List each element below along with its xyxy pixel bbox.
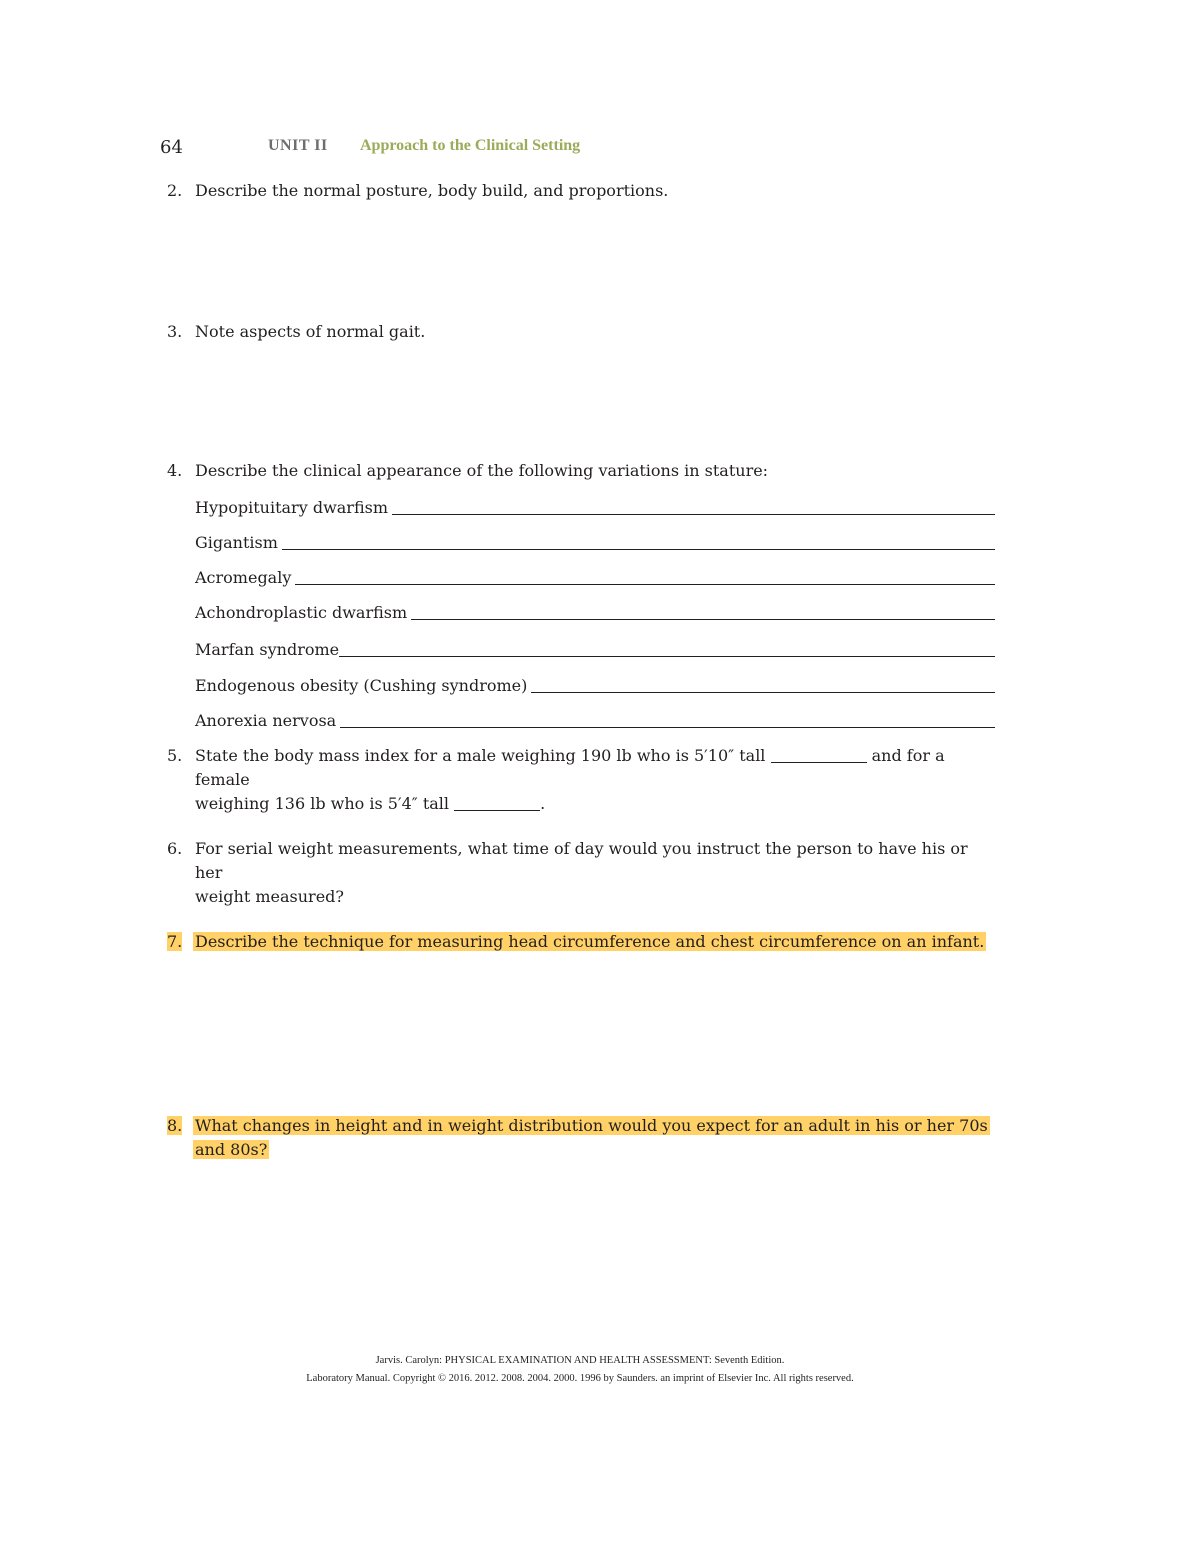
fill-label: Gigantism	[195, 533, 278, 552]
question-4	[167, 459, 997, 483]
question-2	[167, 179, 997, 203]
question-text: and for a female	[195, 746, 945, 789]
unit-title: Approach to the Clinical Setting	[360, 137, 581, 154]
fill-label: Hypopituitary dwarfism	[195, 498, 388, 517]
fill-label: Acromegaly	[195, 568, 292, 587]
question-text: Describe the normal posture, body build, and proportions.	[195, 181, 669, 200]
fill-label: Endogenous obesity (Cushing syndrome)	[195, 676, 528, 695]
page-number: 64	[160, 137, 183, 158]
answer-line[interactable]	[411, 619, 995, 620]
question-7	[167, 930, 997, 954]
question-number: 5.	[167, 746, 183, 765]
question-number: 2.	[167, 181, 183, 200]
question-text: .	[540, 794, 546, 813]
question-number: 7.	[167, 932, 183, 951]
question-number: 6.	[167, 839, 183, 858]
footer-line: Jarvis. Carolyn: PHYSICAL EXAMINATION AND HEALTH ASSESSMENT: Seventh Edition.	[375, 1355, 785, 1366]
copyright-footer	[200, 1352, 960, 1388]
question-5	[167, 744, 997, 816]
question-text: weight measured?	[195, 887, 344, 906]
highlighted-question-text: What changes in height and in weight distribution would you expect for an adult in his or her 70s	[195, 1116, 988, 1135]
question-text: Describe the clinical appearance of the following variations in stature:	[195, 461, 769, 480]
fill-in-achondroplastic-dwarfism	[195, 601, 995, 625]
question-number: 3.	[167, 322, 183, 341]
fill-in-endogenous-obesity	[195, 674, 995, 698]
question-text: weighing 136 lb who is 5′4″ tall	[195, 794, 450, 813]
answer-line[interactable]	[340, 727, 995, 728]
fill-in-anorexia-nervosa	[195, 709, 995, 733]
unit-label: UNIT II	[268, 137, 328, 154]
highlighted-question-text: and 80s?	[195, 1140, 268, 1159]
highlighted-question-text: Describe the technique for measuring head circumference and chest circumference on an infant.	[195, 932, 985, 951]
question-number: 8.	[167, 1116, 183, 1135]
fill-label: Anorexia nervosa	[195, 711, 337, 730]
fill-in-hypopituitary-dwarfism	[195, 496, 995, 520]
answer-line[interactable]	[339, 656, 995, 657]
question-6	[167, 837, 997, 909]
fill-in-marfan-syndrome	[195, 638, 995, 662]
answer-line[interactable]	[282, 549, 995, 550]
answer-line[interactable]	[392, 514, 995, 515]
answer-line[interactable]	[531, 692, 995, 693]
question-text: For serial weight measurements, what time of day would you instruct the person to have his or her	[195, 839, 968, 882]
question-text: State the body mass index for a male weighing 190 lb who is 5′10″ tall	[195, 746, 766, 765]
fill-label: Marfan syndrome	[195, 640, 340, 659]
question-number: 4.	[167, 461, 183, 480]
fill-label: Achondroplastic dwarfism	[195, 603, 408, 622]
answer-line[interactable]	[295, 584, 995, 585]
footer-line: Laboratory Manual. Copyright © 2016. 2012. 2008. 2004. 2000. 1996 by Saunders. an imprint of Elsevier Inc. All rights reserved.	[306, 1373, 854, 1384]
question-text: Note aspects of normal gait.	[195, 322, 426, 341]
bmi-male-answer-blank[interactable]	[771, 746, 867, 763]
fill-in-acromegaly	[195, 566, 995, 590]
fill-in-gigantism	[195, 531, 995, 555]
question-3	[167, 320, 997, 344]
bmi-female-answer-blank[interactable]	[454, 794, 540, 811]
question-8	[167, 1114, 997, 1162]
